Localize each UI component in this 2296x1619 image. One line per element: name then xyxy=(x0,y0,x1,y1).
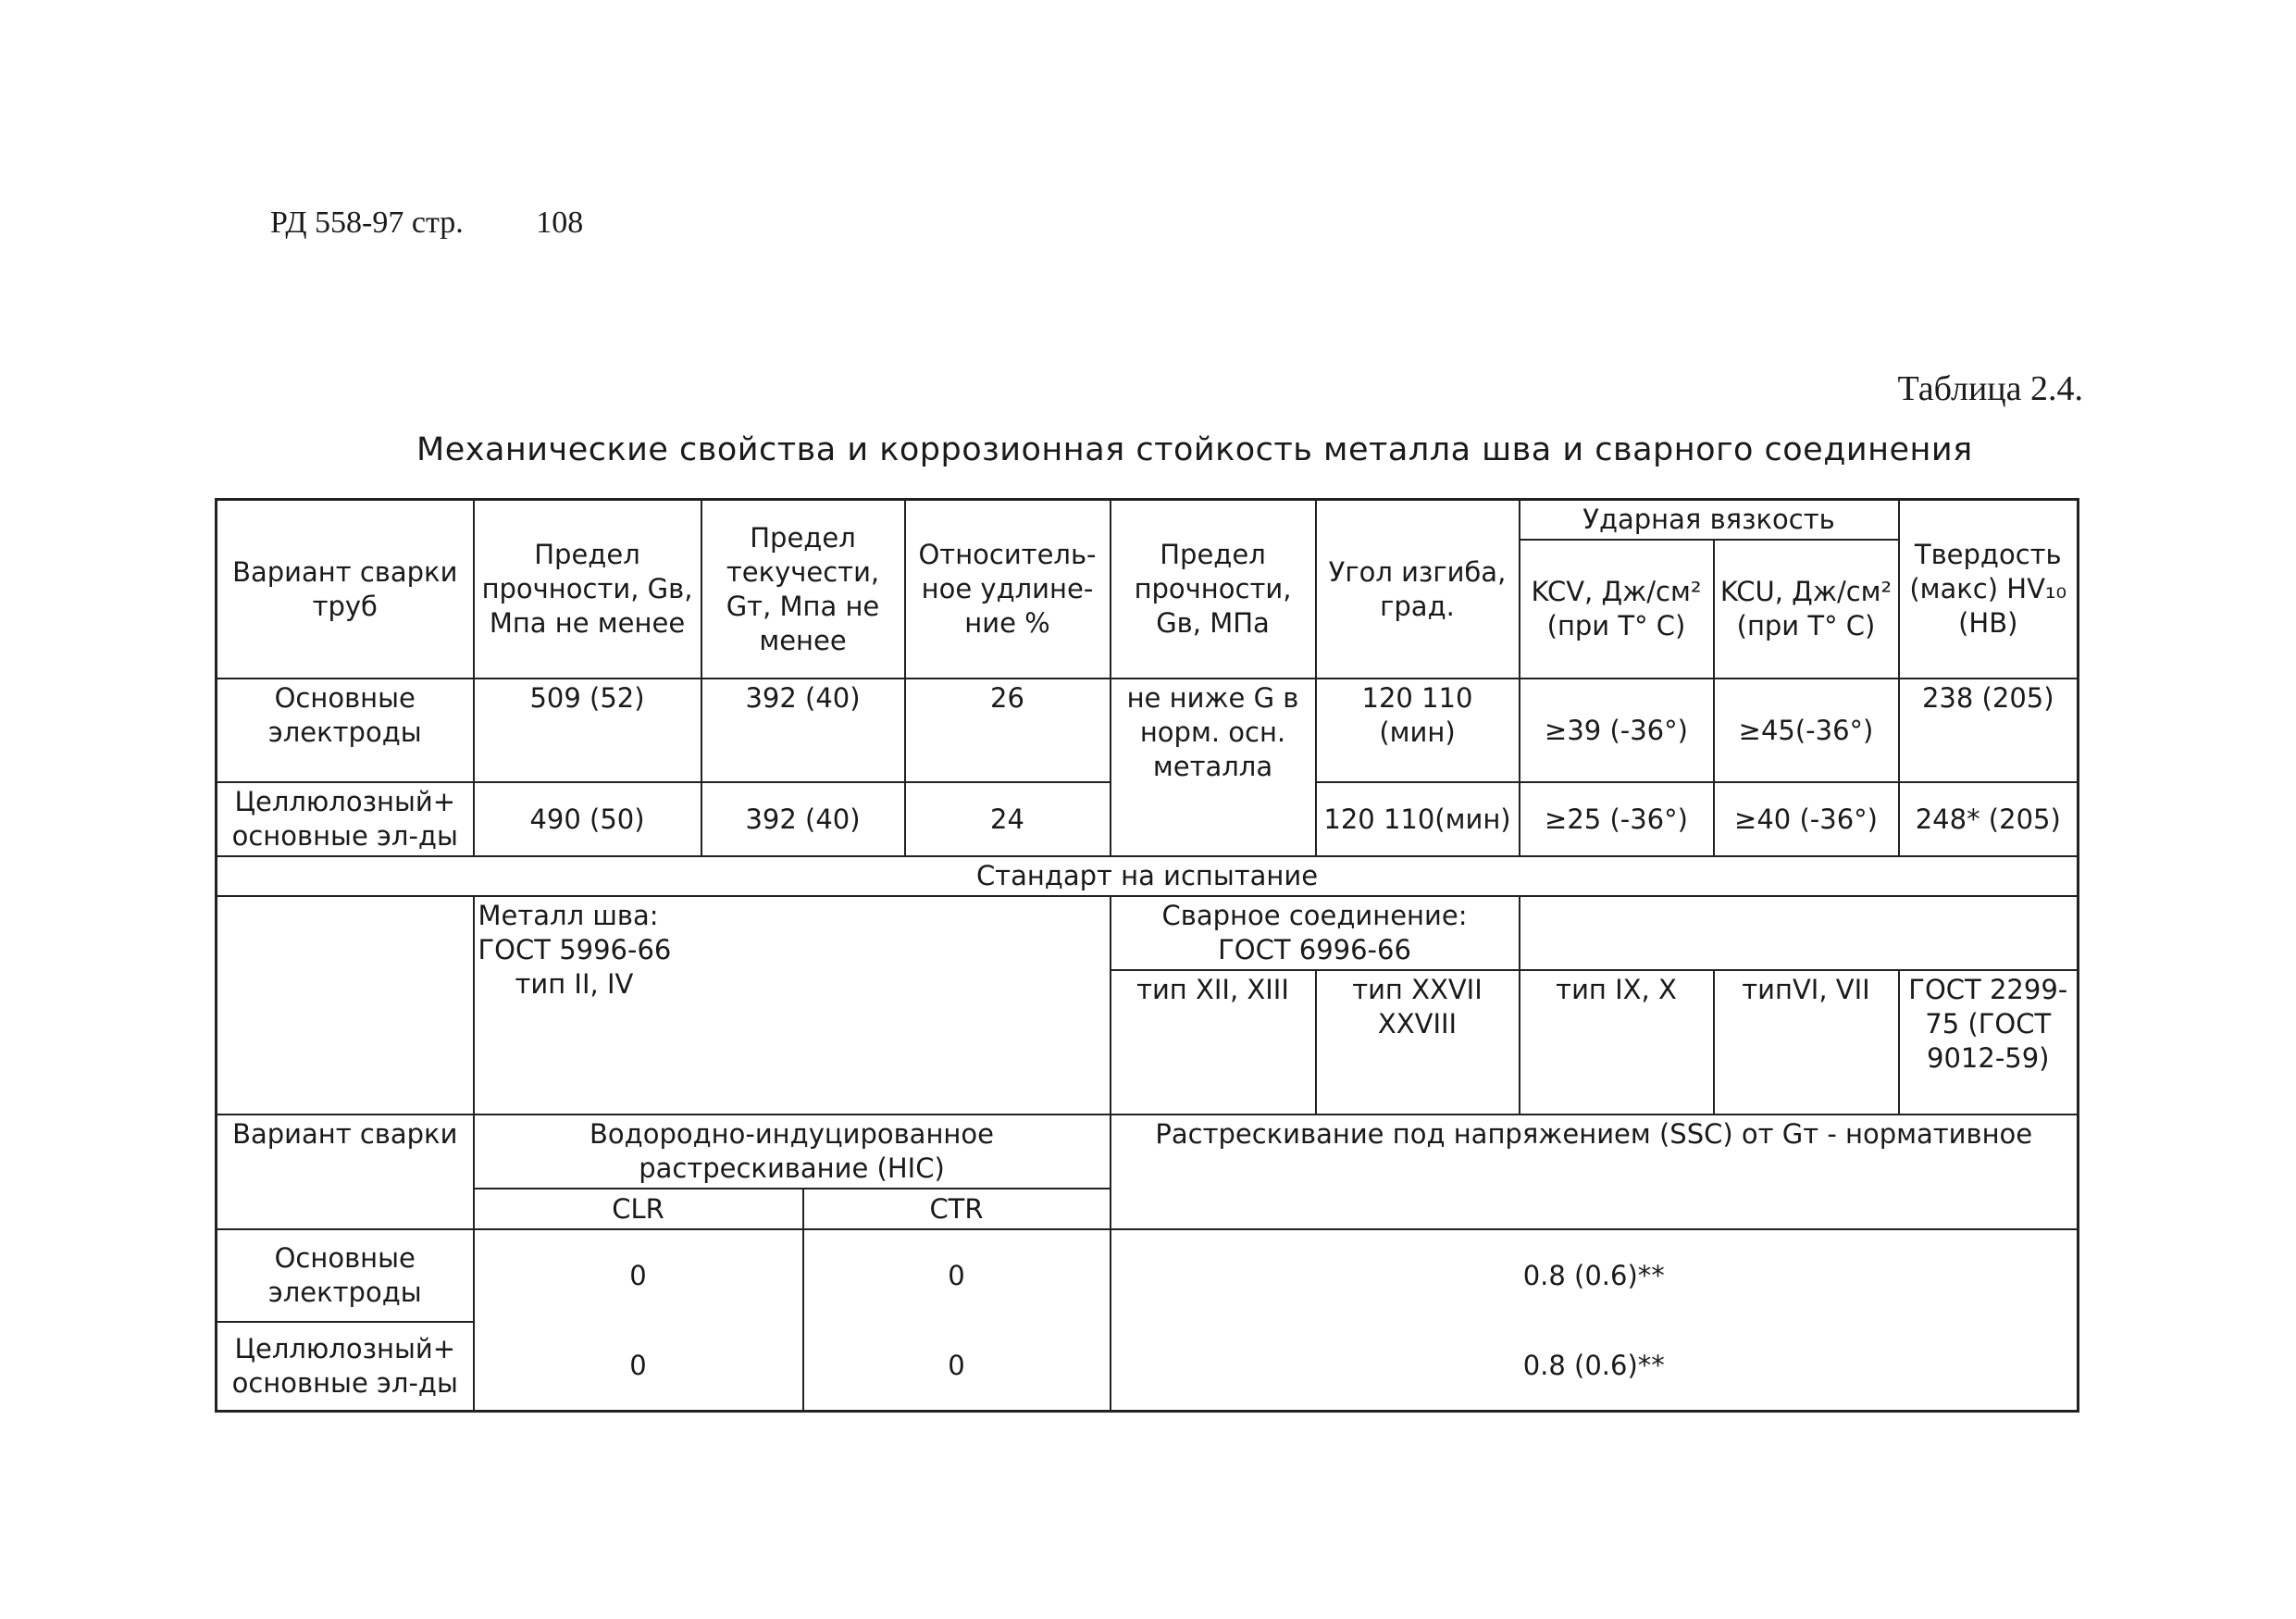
standard-metal-type: тип II, IV xyxy=(515,968,634,1000)
standard-type-xxvii: тип XXVII XXVIII xyxy=(1316,970,1520,1115)
ctr-header: CTR xyxy=(803,1189,1111,1229)
table-number: Таблица 2.4. xyxy=(1897,369,2083,408)
properties-table xyxy=(215,498,2079,1413)
clr-header: CLR xyxy=(474,1189,803,1229)
row1-tensile: 509 (52) xyxy=(474,679,701,782)
header-variant: Вариант сварки труб xyxy=(217,500,474,679)
ssc-header: Растрескивание под напряжением (SSC) от Gт - нормативное xyxy=(1111,1115,2079,1229)
corrosion-row1-ssc: 0.8 (0.6)** xyxy=(1111,1229,2079,1322)
row1-bend: 120 110 (мин) xyxy=(1316,679,1520,782)
row2-variant: Целлюлозный+ основные эл-ды xyxy=(217,782,474,856)
standard-metal xyxy=(474,896,1111,1115)
header-joint-tensile: Предел прочности, Gв, МПа xyxy=(1111,500,1316,679)
standard-joint-gost: ГОСТ 6996-66 xyxy=(1218,934,1411,965)
row1-kcv: ≥39 (-36°) xyxy=(1520,679,1714,782)
corrosion-row2-variant: Целлюлозный+ основные эл-ды xyxy=(217,1322,474,1411)
standard-type-ix: тип IX, X xyxy=(1520,970,1714,1115)
row2-tensile: 490 (50) xyxy=(474,782,701,856)
row1-hardness: 238 (205) xyxy=(1899,679,2079,782)
standard-type-vi: типVI, VII xyxy=(1714,970,1899,1115)
corrosion-variant-header: Вариант сварки xyxy=(217,1115,474,1229)
standard-joint xyxy=(1111,896,1520,970)
row1-variant: Основные электроды xyxy=(217,679,474,782)
standard-hardness-gost: ГОСТ 2299-75 (ГОСТ 9012-59) xyxy=(1899,970,2079,1115)
row1-yield: 392 (40) xyxy=(701,679,905,782)
row2-yield: 392 (40) xyxy=(701,782,905,856)
standard-metal-gost: ГОСТ 5996-66 xyxy=(478,934,672,965)
header-kcv: KCV, Дж/см² (при T° C) xyxy=(1520,540,1714,679)
hic-header: Водородно-индуцированное растрескивание (HIC) xyxy=(474,1115,1111,1189)
corrosion-row1-ctr: 0 xyxy=(803,1229,1111,1322)
corrosion-row2-ctr: 0 xyxy=(803,1322,1111,1411)
header-impact-strength: Ударная вязкость xyxy=(1520,500,1899,541)
standard-type-xii: тип XII, XIII xyxy=(1111,970,1316,1115)
table-title: Механические свойства и коррозионная стойкость металла шва и сварного соединения xyxy=(416,431,1973,468)
document-reference: РД 558-97 стр. xyxy=(270,205,464,240)
header-tensile: Предел прочности, Gв, Мпа не менее xyxy=(474,500,701,679)
standard-joint-label: Сварное соединение: xyxy=(1161,900,1468,931)
row2-hardness: 248* (205) xyxy=(1899,782,2079,856)
header-yield: Предел текучести, Gт, Мпа не менее xyxy=(701,500,905,679)
row2-bend: 120 110(мин) xyxy=(1316,782,1520,856)
standard-metal-label: Металл шва: xyxy=(478,900,659,931)
page-number: 108 xyxy=(536,205,584,240)
row2-elongation: 24 xyxy=(905,782,1111,856)
corrosion-row2-ssc: 0.8 (0.6)** xyxy=(1111,1322,2079,1411)
row1-elongation: 26 xyxy=(905,679,1111,782)
corrosion-row2-clr: 0 xyxy=(474,1322,803,1411)
standards-empty-cell xyxy=(217,896,474,1115)
page-header xyxy=(270,205,583,241)
header-bend-angle: Угол изгиба, град. xyxy=(1316,500,1520,679)
row2-kcv: ≥25 (-36°) xyxy=(1520,782,1714,856)
corrosion-row1-clr: 0 xyxy=(474,1229,803,1322)
header-hardness: Твердость (макс) HV₁₀ (HB) xyxy=(1899,500,2079,679)
row1-kcu: ≥45(-36°) xyxy=(1714,679,1899,782)
row2-kcu: ≥40 (-36°) xyxy=(1714,782,1899,856)
header-kcu: KCU, Дж/см² (при T° C) xyxy=(1714,540,1899,679)
corrosion-row1-variant: Основные электроды xyxy=(217,1229,474,1322)
header-elongation: Относитель-ное удлине-ние % xyxy=(905,500,1111,679)
standards-caption: Стандарт на испытание xyxy=(217,856,2079,896)
standards-empty-right xyxy=(1520,896,2079,970)
row1-joint-tensile: не ниже G в норм. осн. металла xyxy=(1111,679,1316,856)
